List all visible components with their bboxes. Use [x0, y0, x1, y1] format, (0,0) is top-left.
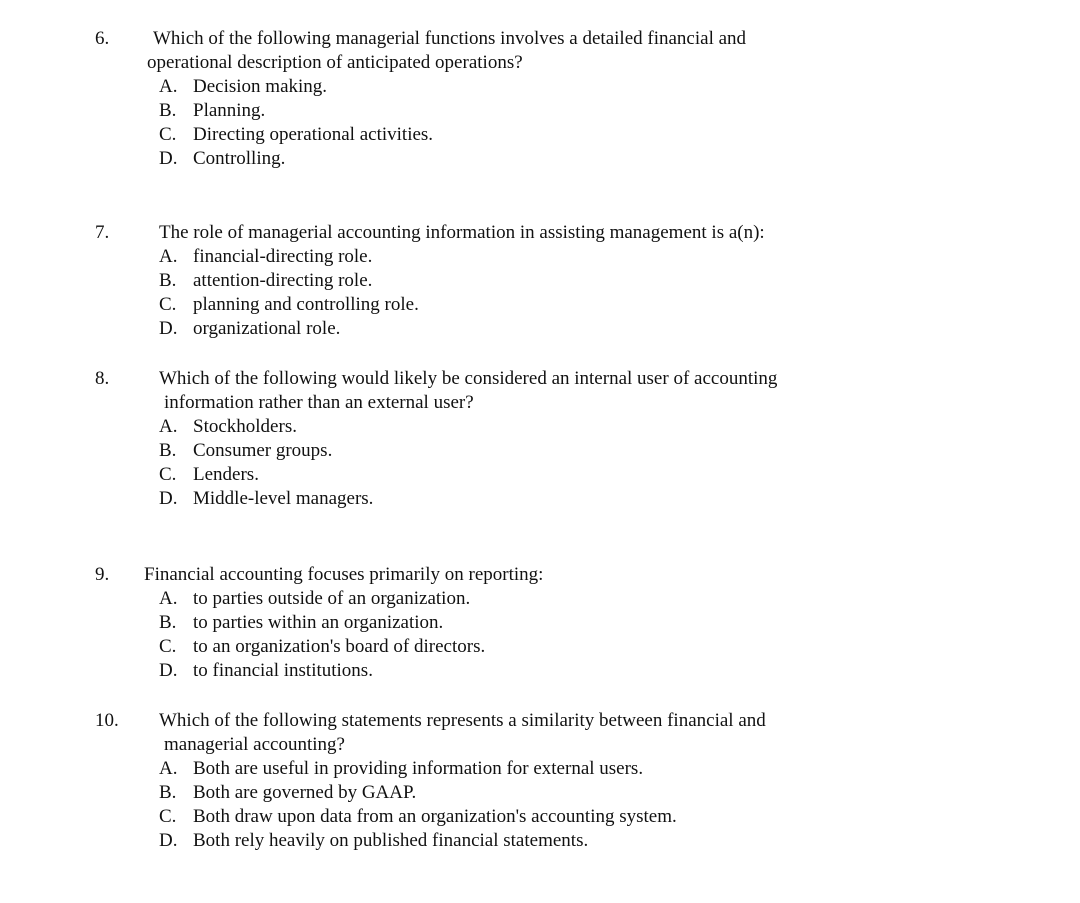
option-text: Controlling. — [193, 148, 286, 169]
question-stem-line-1: The role of managerial accounting information in assisting management is a(n): — [159, 222, 765, 243]
option-letter: A. — [159, 758, 178, 779]
option-text: attention-directing role. — [193, 270, 373, 291]
option-letter: A. — [159, 246, 178, 267]
option-letter: B. — [159, 100, 177, 121]
option-letter: C. — [159, 464, 177, 485]
question-stem-line-1: Which of the following managerial functions involves a detailed financial and — [153, 28, 747, 49]
option-text: to financial institutions. — [193, 660, 373, 681]
question-stem-line-2: managerial accounting? — [164, 734, 345, 755]
question-stem-line-2: operational description of anticipated operations? — [147, 52, 523, 73]
option-letter: C. — [159, 124, 177, 145]
option-text: to an organization's board of directors. — [193, 636, 486, 657]
option-text: planning and controlling role. — [193, 294, 419, 315]
option-letter: A. — [159, 416, 178, 437]
option-letter: B. — [159, 270, 177, 291]
question-stem-line-1: Financial accounting focuses primarily on reporting: — [144, 564, 544, 585]
option-text: Both rely heavily on published financial statements. — [193, 830, 589, 851]
option-text: Both are governed by GAAP. — [193, 782, 417, 803]
option-letter: D. — [159, 660, 178, 681]
question-stem-line-1: Which of the following would likely be considered an internal user of accounting — [159, 368, 778, 389]
option-text: Directing operational activities. — [193, 124, 434, 145]
option-letter: B. — [159, 612, 177, 633]
option-letter: A. — [159, 76, 178, 97]
option-text: to parties within an organization. — [193, 612, 444, 633]
question-number: 10. — [95, 710, 119, 731]
option-letter: A. — [159, 588, 178, 609]
option-text: Stockholders. — [193, 416, 297, 437]
option-text: to parties outside of an organization. — [193, 588, 471, 609]
question-stem-line-2: information rather than an external user? — [164, 392, 474, 413]
option-text: Consumer groups. — [193, 440, 333, 461]
question-stem-line-1: Which of the following statements represents a similarity between financial and — [159, 710, 766, 731]
option-text: Middle-level managers. — [193, 488, 374, 509]
option-letter: B. — [159, 440, 177, 461]
option-letter: D. — [159, 148, 178, 169]
option-letter: D. — [159, 488, 178, 509]
option-letter: D. — [159, 830, 178, 851]
option-letter: C. — [159, 294, 177, 315]
option-letter: C. — [159, 636, 177, 657]
option-text: Both are useful in providing information for external users. — [193, 758, 644, 779]
option-text: financial-directing role. — [193, 246, 373, 267]
question-number: 9. — [95, 564, 110, 585]
question-number: 8. — [95, 368, 110, 389]
question-number: 6. — [95, 28, 110, 49]
option-text: Decision making. — [193, 76, 328, 97]
option-text: Planning. — [193, 100, 266, 121]
option-text: Lenders. — [193, 464, 259, 485]
option-text: Both draw upon data from an organization's accounting system. — [193, 806, 677, 827]
option-letter: D. — [159, 318, 178, 339]
option-letter: B. — [159, 782, 177, 803]
option-letter: C. — [159, 806, 177, 827]
option-text: organizational role. — [193, 318, 341, 339]
question-number: 7. — [95, 222, 110, 243]
